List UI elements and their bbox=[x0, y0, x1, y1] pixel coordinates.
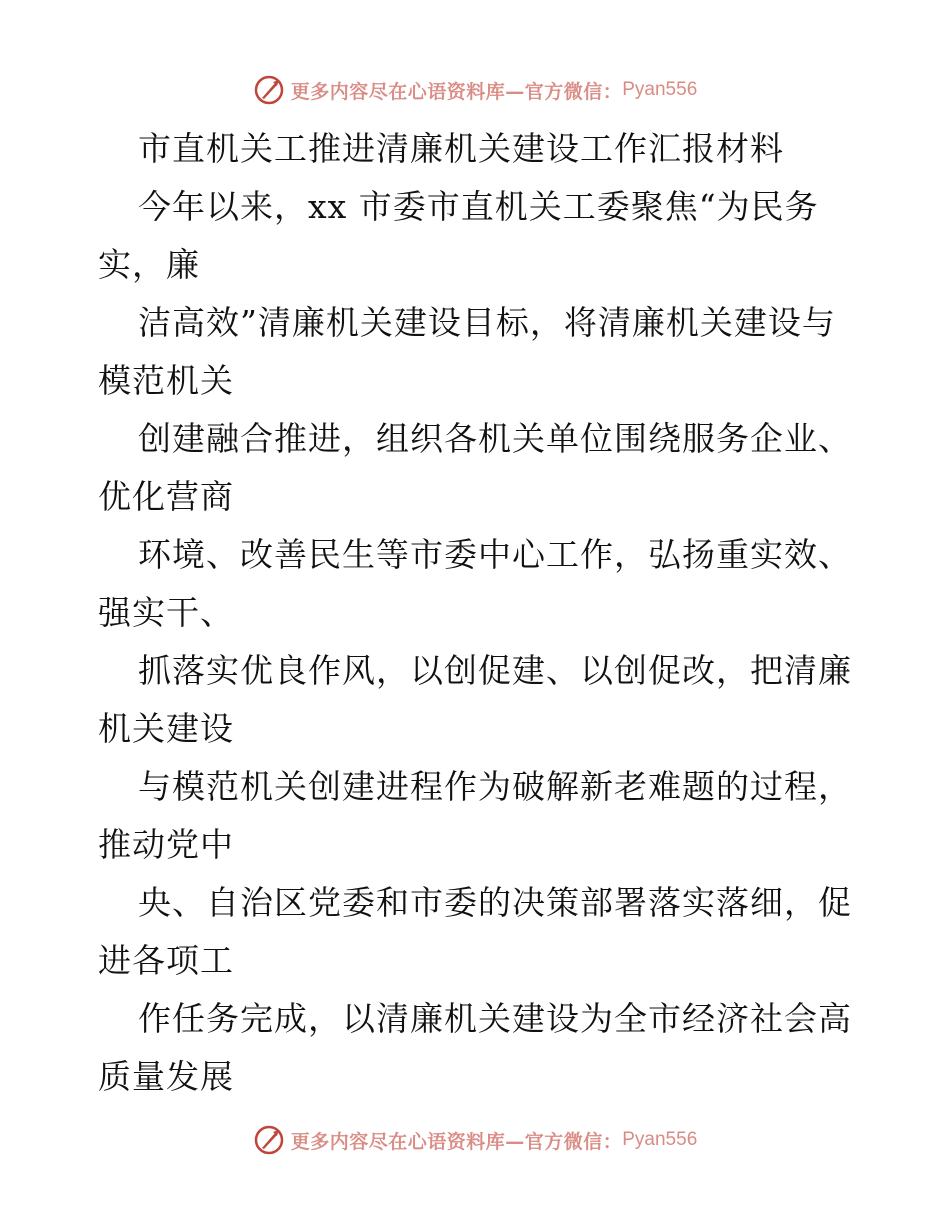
watermark-text: 更多内容尽在心语资料库—官方微信： bbox=[290, 80, 623, 103]
paragraph-line: 洁高效”清廉机关建设目标，将清廉机关建设与 bbox=[138, 303, 836, 342]
document-body bbox=[98, 120, 858, 1106]
document-title: 市直机关工推进清廉机关建设工作汇报材料 bbox=[138, 129, 784, 168]
paragraph-line: 质量发展 bbox=[98, 1057, 234, 1096]
watermark-wechat-id: Pyan556 bbox=[622, 1129, 698, 1150]
paragraph-line: 实，廉 bbox=[98, 245, 200, 284]
paragraph-line: 环境、改善民生等市委中心工作，弘扬重实效、 bbox=[138, 535, 852, 574]
paragraph-line: 进各项工 bbox=[98, 941, 234, 980]
footer-watermark bbox=[0, 1120, 950, 1160]
paragraph-line: 创建融合推进，组织各机关单位围绕服务企业、 bbox=[138, 419, 852, 458]
header-watermark bbox=[0, 70, 950, 110]
paragraph-line: 模范机关 bbox=[98, 361, 234, 400]
paragraph-line: 优化营商 bbox=[98, 477, 234, 516]
paragraph-line: 推动党中 bbox=[98, 825, 234, 864]
paragraph-line: 与模范机关创建进程作为破解新老难题的过程， bbox=[138, 767, 852, 806]
quill-logo-icon bbox=[253, 1124, 285, 1156]
paragraph-line: 央、自治区党委和市委的决策部署落实落细，促 bbox=[138, 883, 852, 922]
paragraph-line: 抓落实优良作风，以创促建、以创促改，把清廉 bbox=[138, 651, 852, 690]
paragraph-line: 今年以来，xx 市委市直机关工委聚焦“为民务 bbox=[138, 187, 819, 226]
paragraph-line: 作任务完成，以清廉机关建设为全市经济社会高 bbox=[138, 999, 852, 1038]
watermark-wechat-id: Pyan556 bbox=[622, 79, 698, 100]
quill-logo-icon bbox=[253, 74, 285, 106]
paragraph-line: 机关建设 bbox=[98, 709, 234, 748]
watermark-text: 更多内容尽在心语资料库—官方微信： bbox=[290, 1130, 623, 1153]
paragraph-line: 强实干、 bbox=[98, 593, 234, 632]
